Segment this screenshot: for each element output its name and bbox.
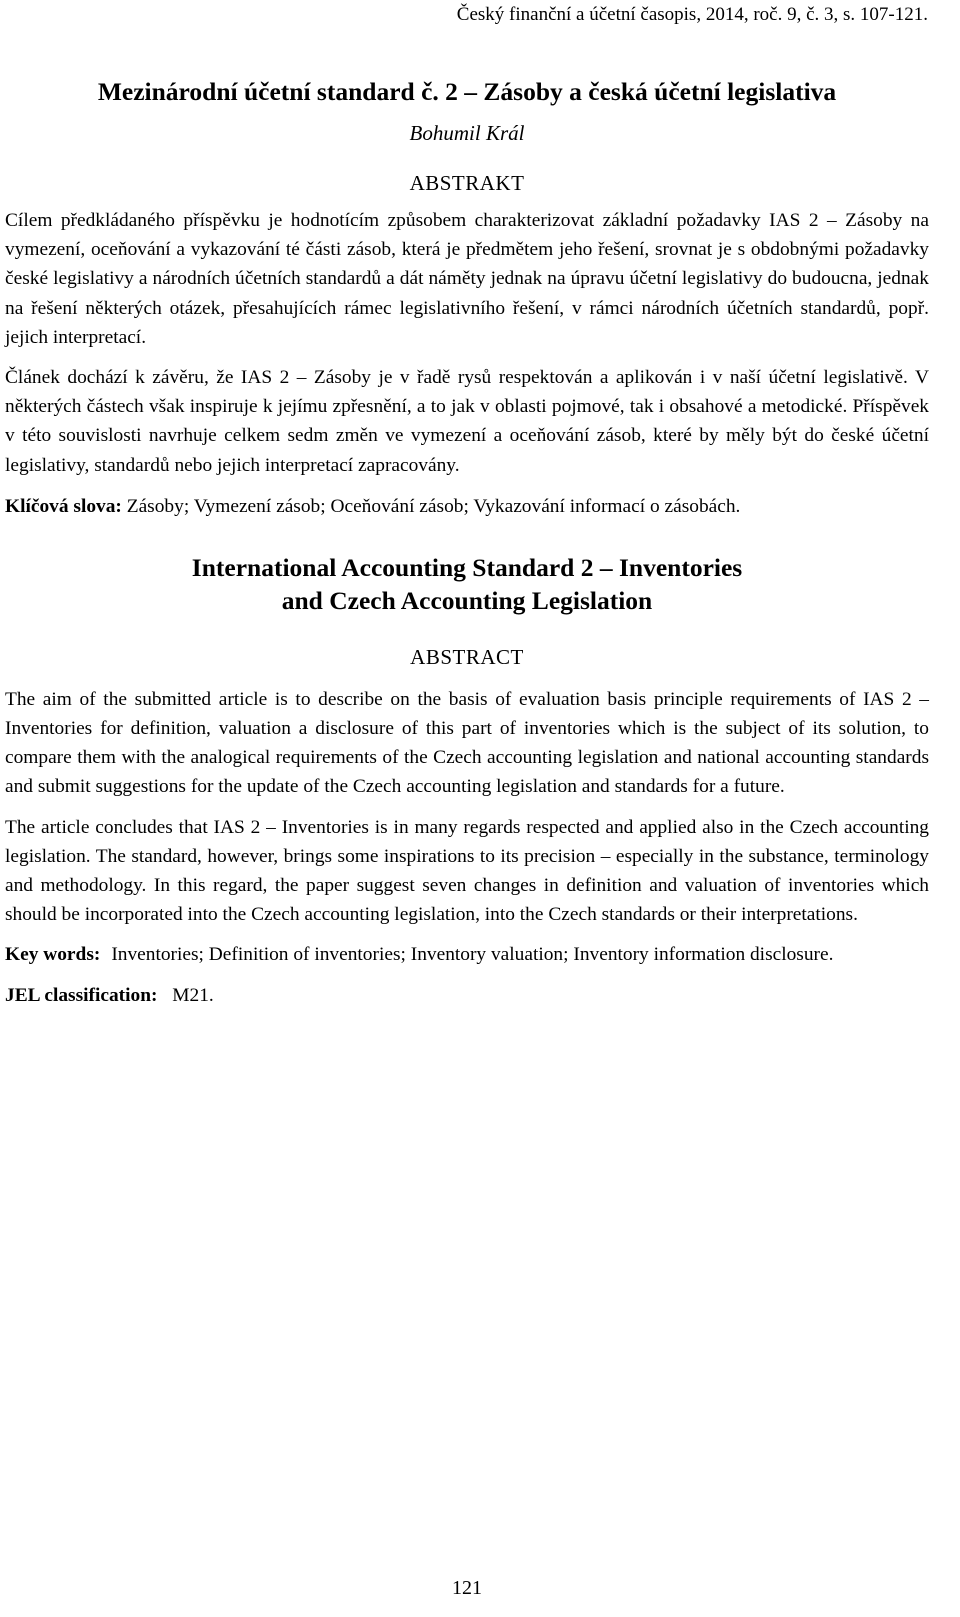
journal-citation: Český finanční a účetní časopis, 2014, roč. 9, č. 3, s. 107-121. [456, 4, 928, 25]
english-keywords [5, 941, 929, 970]
english-title-line: and Czech Accounting Legislation [281, 585, 653, 615]
english-abstract-heading: ABSTRACT [410, 644, 524, 669]
czech-title: Mezinárodní účetní standard č. 2 – Zásoby a česká účetní legislativa [97, 77, 837, 106]
article-content [5, 74, 929, 1010]
jel-label: JEL classification: [5, 985, 158, 1007]
czech-abstract-paragraph: Cílem předkládaného příspěvku je hodnotícím způsobem charakterizovat základní požadavky IAS 2 – Zásoby na vymezení, oceňování a vykazování té části zásob, která je předmětem jeho řešení, srovnat je s obdobnými požadavky české legislativy a národních účetních standardů a dát náměty jednak na úpravu účetní legislativy do budoucna, jednak na řešení některých otázek, přesahujících rámec legislativního řešení, v rámci národních účetních standardů, popř. jejich interpretací. [5, 210, 929, 348]
page-number: 121 [452, 1577, 482, 1599]
english-title-line: International Accounting Standard 2 – Inventories [191, 552, 743, 582]
czech-keywords-label: Klíčová slova: [5, 495, 122, 517]
english-keywords-label: Key words: [5, 944, 101, 966]
czech-abstract-heading: ABSTRAKT [409, 171, 525, 195]
english-abstract-paragraph: The aim of the submitted article is to describe on the basis of evaluation basis principle requirements of IAS 2 – Inventories for definition, valuation a disclosure of this part of inventories which is the subject of its solution, to compare them with the analogical requirements of the Czech accounting legislation and national accounting standards and submit suggestions for the update of the Czech accounting legislation and standards for a future. [5, 688, 929, 798]
english-title [5, 551, 929, 617]
jel-value: M21. [172, 985, 214, 1007]
english-keywords-value: Inventories; Definition of inventories; Inventory valuation; Inventory information disclosure. [111, 944, 834, 966]
jel-classification [5, 981, 929, 1010]
author-name: Bohumil Král [409, 121, 525, 145]
czech-abstract-paragraph: Článek dochází k závěru, že IAS 2 – Zásoby je v řadě rysů respektován a aplikován i v naší účetní legislativě. V některých částech však inspiruje k jejímu zpřesnění, a to jak v oblasti pojmové, tak i obsahové a metodické. Příspěvek v této souvislosti navrhuje celkem sedm změn ve vymezení a oceňování zásob, které by měly být do české účetní legislativy, standardů nebo jejich interpretací zapracovány. [5, 367, 929, 476]
english-abstract-paragraph: The article concludes that IAS 2 – Inventories is in many regards respected and applied also in the Czech accounting legislation. The standard, however, brings some inspirations to its precision – especially in the substance, terminology and methodology. In this regard, the paper suggest seven changes in definition and valuation of inventories which should be incorporated into the Czech accounting legislation, into the Czech standards or their interpretations. [5, 816, 929, 926]
czech-keywords-value: Zásoby; Vymezení zásob; Oceňování zásob; Vykazování informací o zásobách. [126, 495, 741, 517]
czech-keywords [5, 492, 929, 521]
